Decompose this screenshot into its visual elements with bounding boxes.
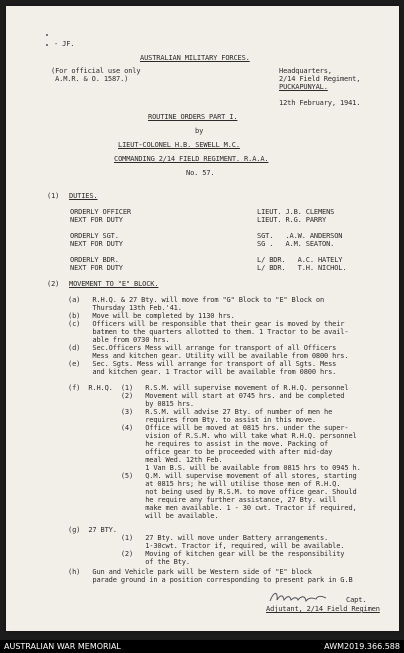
- order-line: 1-30cwt. Tractor if, required, will be available.: [68, 542, 345, 550]
- order-line: (5) Q.M. will supervise movement of all stores, starting: [68, 472, 357, 480]
- order-line: (4) Office will be moved at 0815 hrs. under the super-: [68, 424, 349, 432]
- order-line: (2) Moving of kitchen gear will be the responsibility: [68, 550, 345, 558]
- section-2-number: (2): [47, 280, 60, 288]
- order-line: (1) 27 Bty. will move under Battery arrangements.: [68, 534, 329, 542]
- section-2-title: MOVEMENT TO "E" BLOCK.: [69, 280, 159, 288]
- doc-date: 12th February, 1941.: [279, 99, 361, 107]
- order-line: Mess and kitchen gear. Utility will be available from 0800 hrs.: [68, 352, 349, 360]
- duty-label: ORDERLY BDR.: [70, 256, 119, 264]
- order-line: he require any further assistance, 27 Bty. will: [68, 496, 337, 504]
- order-line: requires from Bty. to assist in this move.: [68, 416, 316, 424]
- order-line: (c) Officers will be responsible that their gear is moved by their: [68, 320, 345, 328]
- order-line: meal Wed. 12th Feb.: [68, 456, 223, 464]
- duty-label: NEXT FOR DUTY: [70, 216, 123, 224]
- order-line: and kitchen gear. 1 Tractor will be available from 0800 hrs.: [68, 368, 337, 376]
- order-line: Thursday 13th Feb.'41.: [68, 304, 182, 312]
- hq-line-3: PUCKAPUNYAL.: [279, 83, 328, 91]
- order-line: (b) Move will be completed by 1130 hrs.: [68, 312, 235, 320]
- document-page: [6, 6, 399, 631]
- duty-label: NEXT FOR DUTY: [70, 264, 123, 272]
- duty-name: LIEUT. J.B. CLEMENS: [257, 208, 335, 216]
- signature-rank: Capt.: [346, 596, 367, 604]
- hq-line-1: Headquarters,: [279, 67, 332, 75]
- order-line: batmen to the quarters allotted to them. 1 Tractor to be avail-: [68, 328, 349, 336]
- order-line: make men available. 1 - 30 cwt. Tractor if required,: [68, 504, 357, 512]
- doc-ref: - JF.: [54, 40, 75, 48]
- order-line: (h) Gun and Vehicle park will be Western side of "E" block: [68, 568, 312, 576]
- order-line: of the Bty.: [68, 558, 190, 566]
- punch-hole: [46, 34, 48, 36]
- duty-name: SG . A.M. SEATON.: [257, 240, 335, 248]
- archive-id: AWM2019.366.588: [324, 642, 400, 651]
- order-line: (a) R.H.Q. & 27 Bty. will move from "G" Block to "E" Block on: [68, 296, 325, 304]
- doc-command: COMMANDING 2/14 FIELD REGIMENT. R.A.A.: [114, 155, 269, 163]
- order-line: office gear to be proceeded with after mid-day: [68, 448, 333, 456]
- order-line: (g) 27 BTY.: [68, 526, 117, 534]
- signature-title: Adjutant, 2/14 Field Regimen: [266, 605, 380, 613]
- order-line: not being used by R.S.M. to move office gear. Should: [68, 488, 357, 496]
- duty-name: L/ BDR. T.H. NICHOL.: [257, 264, 347, 272]
- duty-label: ORDERLY OFFICER: [70, 208, 131, 216]
- doc-officer: LIEUT-COLONEL H.B. SEWELL M.C.: [118, 141, 240, 149]
- order-line: (3) R.S.M. will advise 27 Bty. of number of men he: [68, 408, 333, 416]
- order-line: vision of R.S.M. who will take what R.H.Q. personnel: [68, 432, 357, 440]
- handwritten-signature: [268, 589, 328, 605]
- order-line: (2) Movement will start at 0745 hrs. and be completed: [68, 392, 345, 400]
- order-line: by 0815 hrs.: [68, 400, 194, 408]
- use-note-2: A.M.R. & O. 1587.): [51, 75, 129, 83]
- order-line: 1 Van B.S. will be available from 0815 hrs to 0945 h.: [68, 464, 361, 472]
- order-line: (d) Sec.Officers Mess will arrange for transport of all Officers: [68, 344, 337, 352]
- doc-title: ROUTINE ORDERS PART I.: [148, 113, 238, 121]
- order-line: will be available.: [68, 512, 219, 520]
- punch-hole: [46, 44, 48, 46]
- order-line: (e) Sec. Sgts. Mess will arrange for transport of all Sgts. Mess: [68, 360, 337, 368]
- duty-label: NEXT FOR DUTY: [70, 240, 123, 248]
- duty-name: SGT. .A.W. ANDERSON: [257, 232, 343, 240]
- archive-name: AUSTRALIAN WAR MEMORIAL: [4, 642, 121, 651]
- section-1-title: DUTIES.: [69, 192, 98, 200]
- duty-name: LIEUT. R.G. PARRY: [257, 216, 327, 224]
- hq-line-2: 2/14 Field Regiment,: [279, 75, 361, 83]
- order-line: at 0815 hrs; he will utilise those men of R.H.Q.: [68, 480, 341, 488]
- order-line: (f) R.H.Q. (1) R.S.M. will supervise movement of R.H.Q. personnel: [68, 384, 349, 392]
- duty-name: L/ BDR. A.C. HATELY: [257, 256, 343, 264]
- order-line: able from 0730 hrs.: [68, 336, 170, 344]
- order-line: parade ground in a position corresponding to present park in G.B: [68, 576, 353, 584]
- doc-by: by: [195, 127, 204, 135]
- org-header: AUSTRALIAN MILITARY FORCES.: [140, 54, 250, 62]
- section-1-number: (1): [47, 192, 60, 200]
- doc-number: No. 57.: [186, 169, 215, 177]
- order-line: he requires to assist in the move. Packing of: [68, 440, 329, 448]
- use-note-1: (For official use only: [51, 67, 141, 75]
- duty-label: ORDERLY SGT.: [70, 232, 119, 240]
- archive-footer: [0, 640, 404, 653]
